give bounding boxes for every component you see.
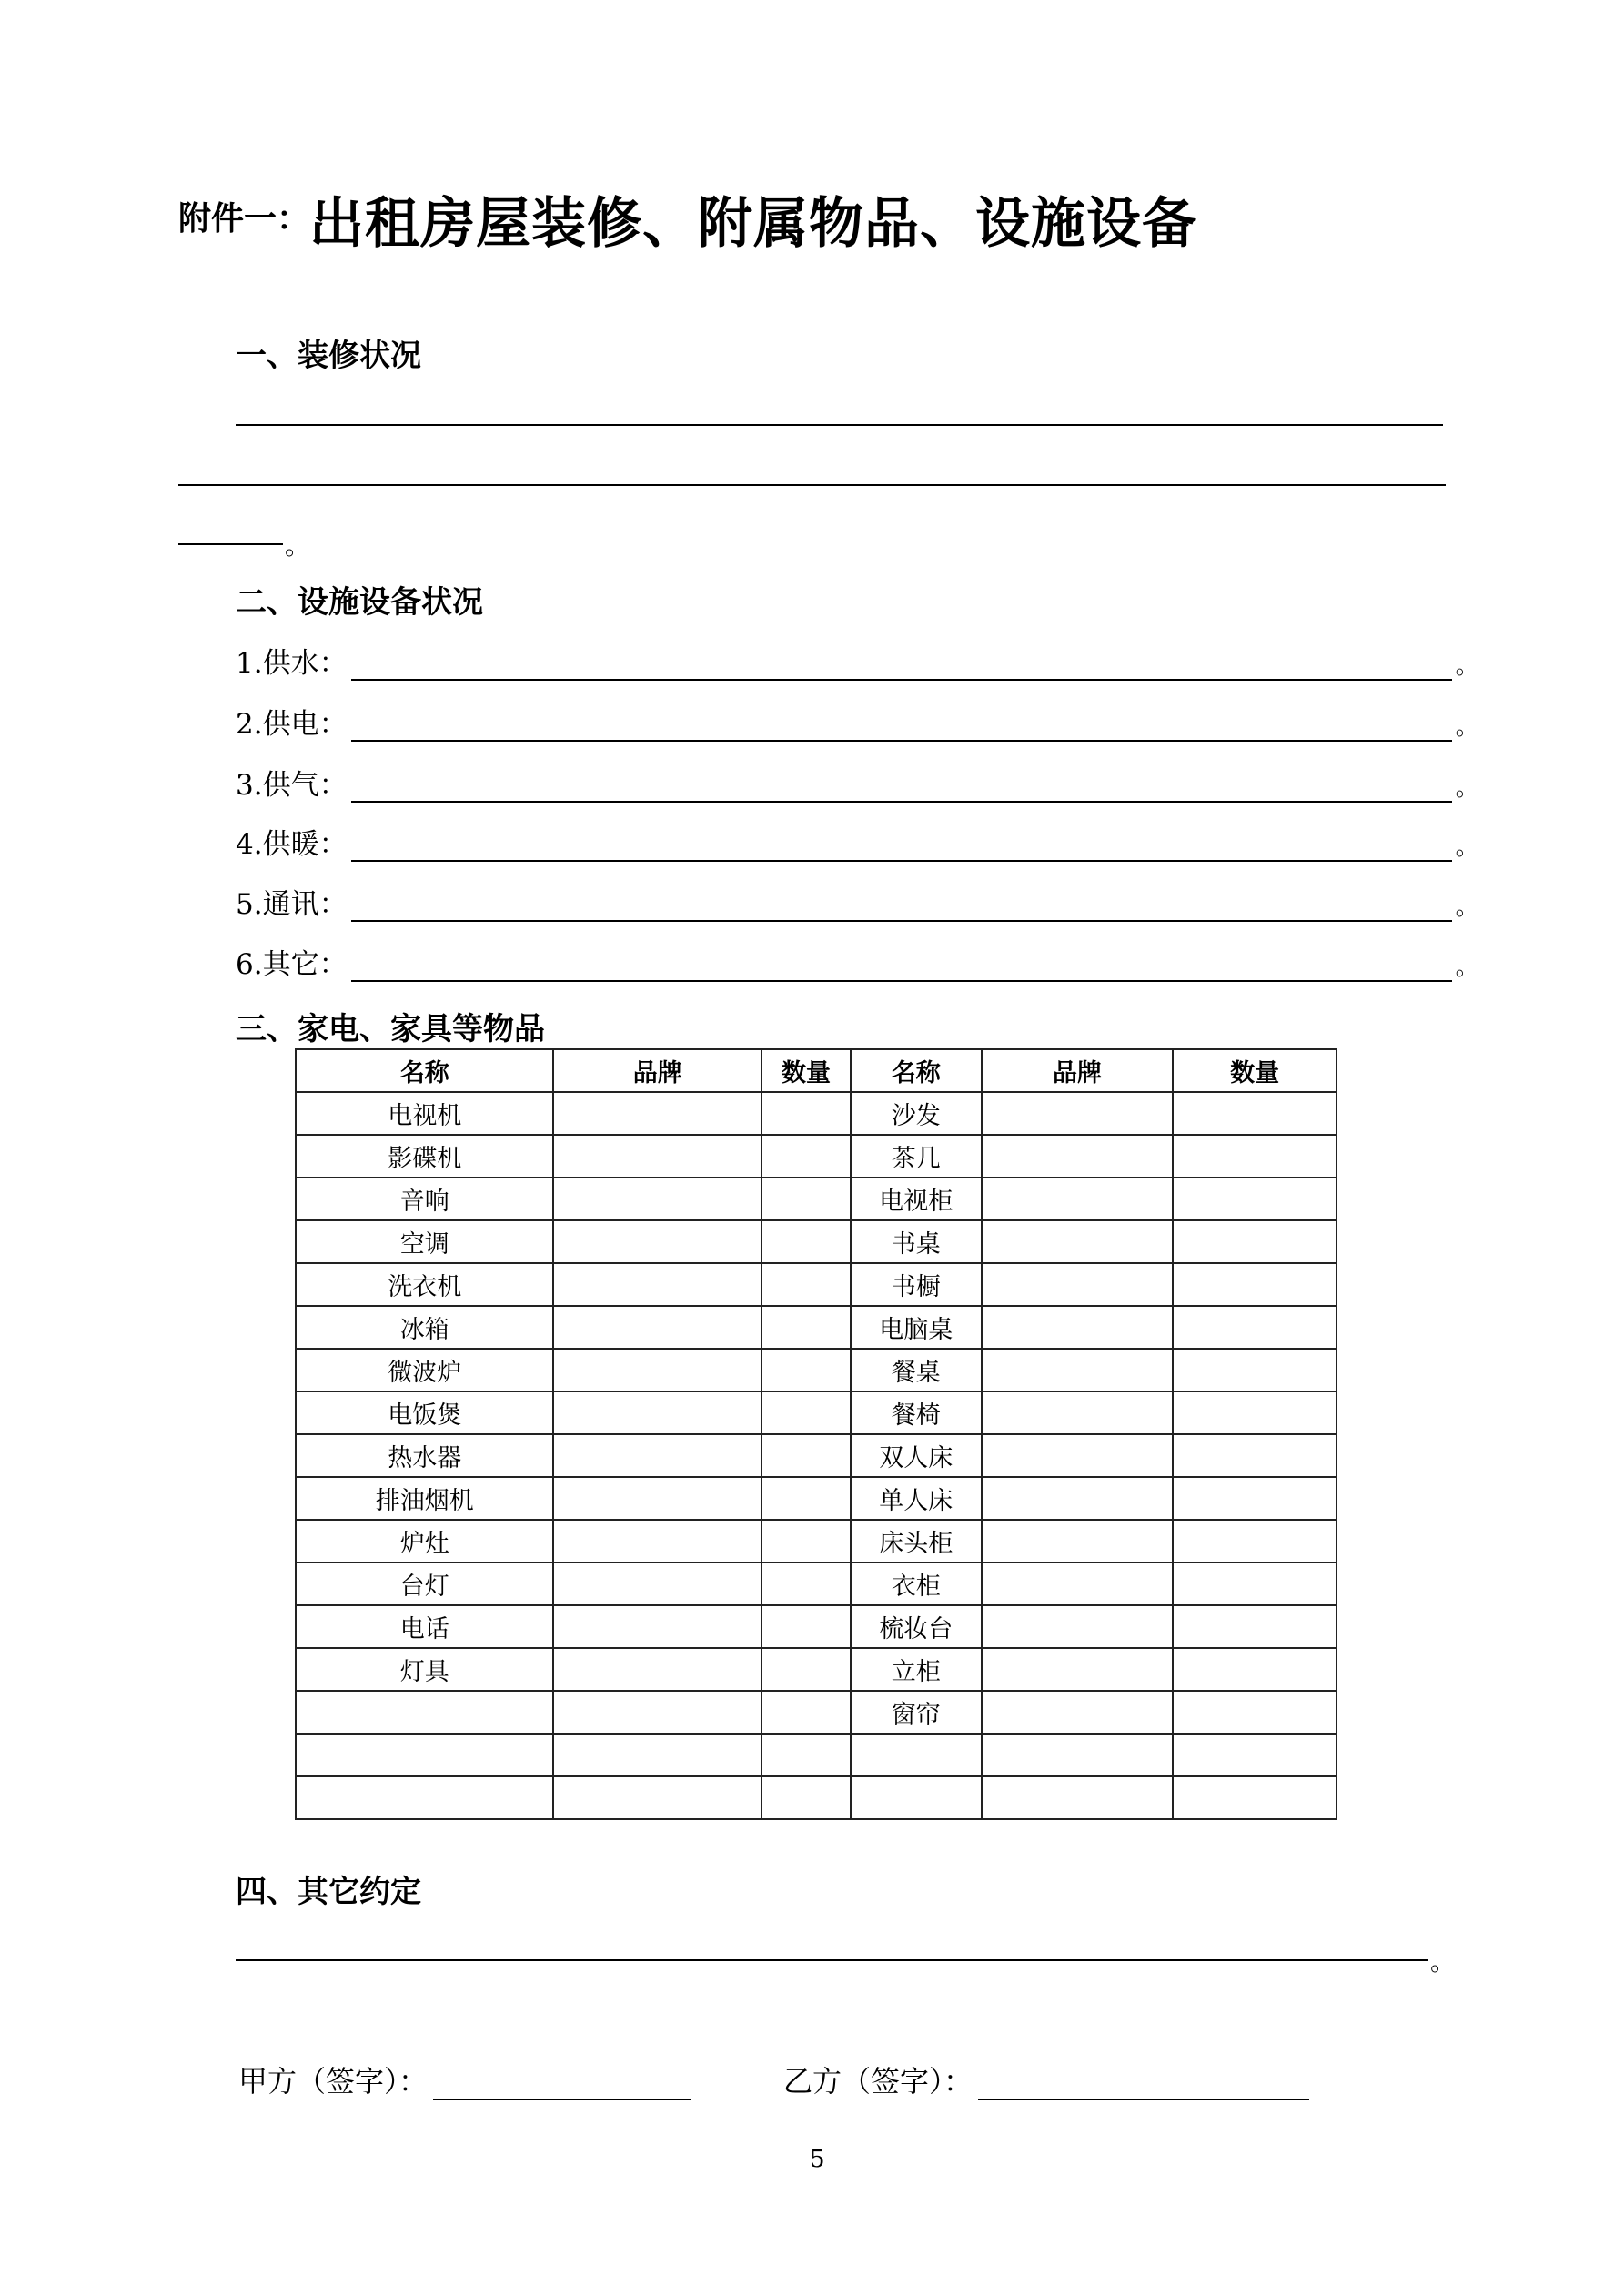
item-name-cell: 双人床: [851, 1434, 982, 1477]
table-row: [296, 1178, 1337, 1220]
quantity-cell[interactable]: [1173, 1263, 1337, 1306]
quantity-cell[interactable]: [762, 1263, 851, 1306]
item-name-cell: 空调: [296, 1220, 553, 1263]
brand-cell[interactable]: [553, 1263, 762, 1306]
facility-label: 4.供暖：: [236, 828, 348, 861]
brand-cell[interactable]: [553, 1306, 762, 1349]
quantity-cell[interactable]: [762, 1349, 851, 1391]
item-name-cell: 炉灶: [296, 1520, 553, 1563]
item-name-cell: 电饭煲: [296, 1391, 553, 1434]
brand-cell[interactable]: [982, 1691, 1174, 1734]
quantity-cell[interactable]: [1173, 1648, 1337, 1691]
period: 。: [1455, 894, 1479, 921]
facility-item: [236, 881, 1479, 922]
table-row: [296, 1306, 1337, 1349]
facility-label: 3.供气：: [236, 769, 348, 802]
facility-item: [236, 701, 1479, 742]
item-name-cell: 窗帘: [851, 1691, 982, 1734]
brand-cell[interactable]: [982, 1135, 1174, 1178]
brand-cell[interactable]: [553, 1605, 762, 1648]
party-b-signature: [783, 2058, 1309, 2100]
item-name-cell: [851, 1734, 982, 1776]
facility-item: [236, 762, 1479, 803]
quantity-cell[interactable]: [762, 1477, 851, 1520]
brand-cell[interactable]: [553, 1391, 762, 1434]
brand-cell[interactable]: [982, 1178, 1174, 1220]
quantity-cell[interactable]: [762, 1776, 851, 1819]
title-prefix: 附件一：: [178, 199, 310, 238]
item-name-cell: 餐椅: [851, 1391, 982, 1434]
quantity-cell[interactable]: [762, 1734, 851, 1776]
quantity-cell[interactable]: [762, 1605, 851, 1648]
column-header: 品牌: [982, 1049, 1174, 1092]
item-name-cell: 电视机: [296, 1092, 553, 1135]
facility-label: 2.供电：: [236, 708, 348, 741]
brand-cell[interactable]: [982, 1349, 1174, 1391]
facility-item: [236, 941, 1479, 982]
brand-cell[interactable]: [982, 1776, 1174, 1819]
table-row: [296, 1563, 1337, 1605]
item-name-cell: 热水器: [296, 1434, 553, 1477]
brand-cell[interactable]: [982, 1520, 1174, 1563]
item-name-cell: 立柜: [851, 1648, 982, 1691]
quantity-cell[interactable]: [1173, 1776, 1337, 1819]
table-row: [296, 1776, 1337, 1819]
brand-cell[interactable]: [553, 1520, 762, 1563]
item-name-cell: 灯具: [296, 1648, 553, 1691]
period: 。: [1455, 652, 1479, 680]
quantity-cell[interactable]: [762, 1691, 851, 1734]
facility-input-line[interactable]: [351, 949, 1452, 982]
quantity-cell[interactable]: [762, 1648, 851, 1691]
column-header: 数量: [762, 1049, 851, 1092]
brand-cell[interactable]: [553, 1178, 762, 1220]
item-name-cell: 电视柜: [851, 1178, 982, 1220]
item-name-cell: 餐桌: [851, 1349, 982, 1391]
column-header: 名称: [296, 1049, 553, 1092]
brand-cell[interactable]: [553, 1349, 762, 1391]
section3-heading: 三、家电、家具等物品: [236, 1011, 545, 1047]
quantity-cell[interactable]: [1173, 1349, 1337, 1391]
column-header: 品牌: [553, 1049, 762, 1092]
table-row: [296, 1391, 1337, 1434]
brand-cell[interactable]: [553, 1092, 762, 1135]
brand-cell[interactable]: [553, 1434, 762, 1477]
item-name-cell: 沙发: [851, 1092, 982, 1135]
section1-heading: 一、装修状况: [236, 338, 421, 374]
brand-cell[interactable]: [982, 1263, 1174, 1306]
item-name-cell: 衣柜: [851, 1563, 982, 1605]
facility-label: 5.通讯：: [236, 888, 348, 921]
item-name-cell: 微波炉: [296, 1349, 553, 1391]
brand-cell[interactable]: [553, 1477, 762, 1520]
quantity-cell[interactable]: [762, 1092, 851, 1135]
brand-cell[interactable]: [982, 1092, 1174, 1135]
table-row: [296, 1220, 1337, 1263]
quantity-cell[interactable]: [1173, 1477, 1337, 1520]
table-row: [296, 1263, 1337, 1306]
page-number: 5: [810, 2146, 825, 2173]
decoration-line-3[interactable]: [178, 543, 283, 545]
item-name-cell: 洗衣机: [296, 1263, 553, 1306]
item-name-cell: 排油烟机: [296, 1477, 553, 1520]
quantity-cell[interactable]: [762, 1391, 851, 1434]
brand-cell[interactable]: [982, 1477, 1174, 1520]
item-name-cell: 电话: [296, 1605, 553, 1648]
item-name-cell: 梳妆台: [851, 1605, 982, 1648]
party-a-signature-field[interactable]: [433, 2066, 691, 2100]
period: 。: [1455, 774, 1479, 802]
table-row: [296, 1520, 1337, 1563]
quantity-cell[interactable]: [1173, 1220, 1337, 1263]
brand-cell[interactable]: [553, 1563, 762, 1605]
party-a-signature: [238, 2058, 691, 2100]
period: 。: [1430, 1947, 1457, 1977]
quantity-cell[interactable]: [1173, 1135, 1337, 1178]
facility-item: [236, 640, 1479, 681]
other-terms-line[interactable]: [236, 1959, 1428, 1961]
brand-cell[interactable]: [982, 1734, 1174, 1776]
decoration-line-1[interactable]: [236, 424, 1443, 426]
quantity-cell[interactable]: [1173, 1734, 1337, 1776]
item-name-cell: [851, 1776, 982, 1819]
section2-heading: 二、设施设备状况: [236, 584, 483, 621]
item-name-cell: [296, 1776, 553, 1819]
table-row: [296, 1691, 1337, 1734]
brand-cell[interactable]: [553, 1776, 762, 1819]
column-header: 数量: [1173, 1049, 1337, 1092]
brand-cell[interactable]: [982, 1434, 1174, 1477]
facility-input-line[interactable]: [351, 709, 1452, 742]
facility-input-line[interactable]: [351, 770, 1452, 803]
period: 。: [285, 531, 311, 561]
item-name-cell: 书桌: [851, 1220, 982, 1263]
brand-cell[interactable]: [982, 1391, 1174, 1434]
item-name-cell: 茶几: [851, 1135, 982, 1178]
table-row: [296, 1734, 1337, 1776]
table-row: [296, 1349, 1337, 1391]
quantity-cell[interactable]: [762, 1520, 851, 1563]
brand-cell[interactable]: [553, 1135, 762, 1178]
brand-cell[interactable]: [982, 1605, 1174, 1648]
page-title: 出租房屋装修、附属物品、设施设备: [309, 192, 1197, 256]
item-name-cell: [296, 1734, 553, 1776]
item-name-cell: 书橱: [851, 1263, 982, 1306]
brand-cell[interactable]: [553, 1648, 762, 1691]
brand-cell[interactable]: [982, 1648, 1174, 1691]
quantity-cell[interactable]: [1173, 1563, 1337, 1605]
items-table: [295, 1048, 1337, 1820]
brand-cell[interactable]: [982, 1306, 1174, 1349]
facility-label: 1.供水：: [236, 647, 348, 680]
item-name-cell: 音响: [296, 1178, 553, 1220]
section4-heading: 四、其它约定: [236, 1874, 421, 1910]
period: 。: [1455, 954, 1479, 981]
quantity-cell[interactable]: [1173, 1306, 1337, 1349]
quantity-cell[interactable]: [1173, 1092, 1337, 1135]
party-a-label: 甲方（签字）：: [238, 2064, 429, 2099]
item-name-cell: 冰箱: [296, 1306, 553, 1349]
facility-input-line[interactable]: [351, 829, 1452, 862]
item-name-cell: 影碟机: [296, 1135, 553, 1178]
decoration-line-2[interactable]: [178, 484, 1446, 486]
brand-cell[interactable]: [553, 1220, 762, 1263]
quantity-cell[interactable]: [762, 1434, 851, 1477]
quantity-cell[interactable]: [762, 1178, 851, 1220]
party-b-label: 乙方（签字）：: [783, 2064, 973, 2099]
brand-cell[interactable]: [553, 1691, 762, 1734]
table-row: [296, 1605, 1337, 1648]
item-name-cell: 单人床: [851, 1477, 982, 1520]
table-row: [296, 1135, 1337, 1178]
item-name-cell: 床头柜: [851, 1520, 982, 1563]
facility-label: 6.其它：: [236, 948, 348, 981]
quantity-cell[interactable]: [1173, 1434, 1337, 1477]
table-row: [296, 1434, 1337, 1477]
table-row: [296, 1648, 1337, 1691]
item-name-cell: [296, 1691, 553, 1734]
quantity-cell[interactable]: [1173, 1605, 1337, 1648]
item-name-cell: 电脑桌: [851, 1306, 982, 1349]
quantity-cell[interactable]: [762, 1563, 851, 1605]
quantity-cell[interactable]: [762, 1135, 851, 1178]
facility-input-line[interactable]: [351, 648, 1452, 681]
brand-cell[interactable]: [982, 1220, 1174, 1263]
quantity-cell[interactable]: [1173, 1691, 1337, 1734]
quantity-cell[interactable]: [1173, 1520, 1337, 1563]
quantity-cell[interactable]: [1173, 1391, 1337, 1434]
table-row: [296, 1092, 1337, 1135]
quantity-cell[interactable]: [1173, 1178, 1337, 1220]
quantity-cell[interactable]: [762, 1306, 851, 1349]
quantity-cell[interactable]: [762, 1220, 851, 1263]
table-row: [296, 1477, 1337, 1520]
brand-cell[interactable]: [553, 1734, 762, 1776]
item-name-cell: 台灯: [296, 1563, 553, 1605]
facility-input-line[interactable]: [351, 889, 1452, 922]
party-b-signature-field[interactable]: [978, 2066, 1309, 2100]
period: 。: [1455, 834, 1479, 861]
brand-cell[interactable]: [982, 1563, 1174, 1605]
period: 。: [1455, 713, 1479, 741]
facility-item: [236, 821, 1479, 862]
column-header: 名称: [851, 1049, 982, 1092]
